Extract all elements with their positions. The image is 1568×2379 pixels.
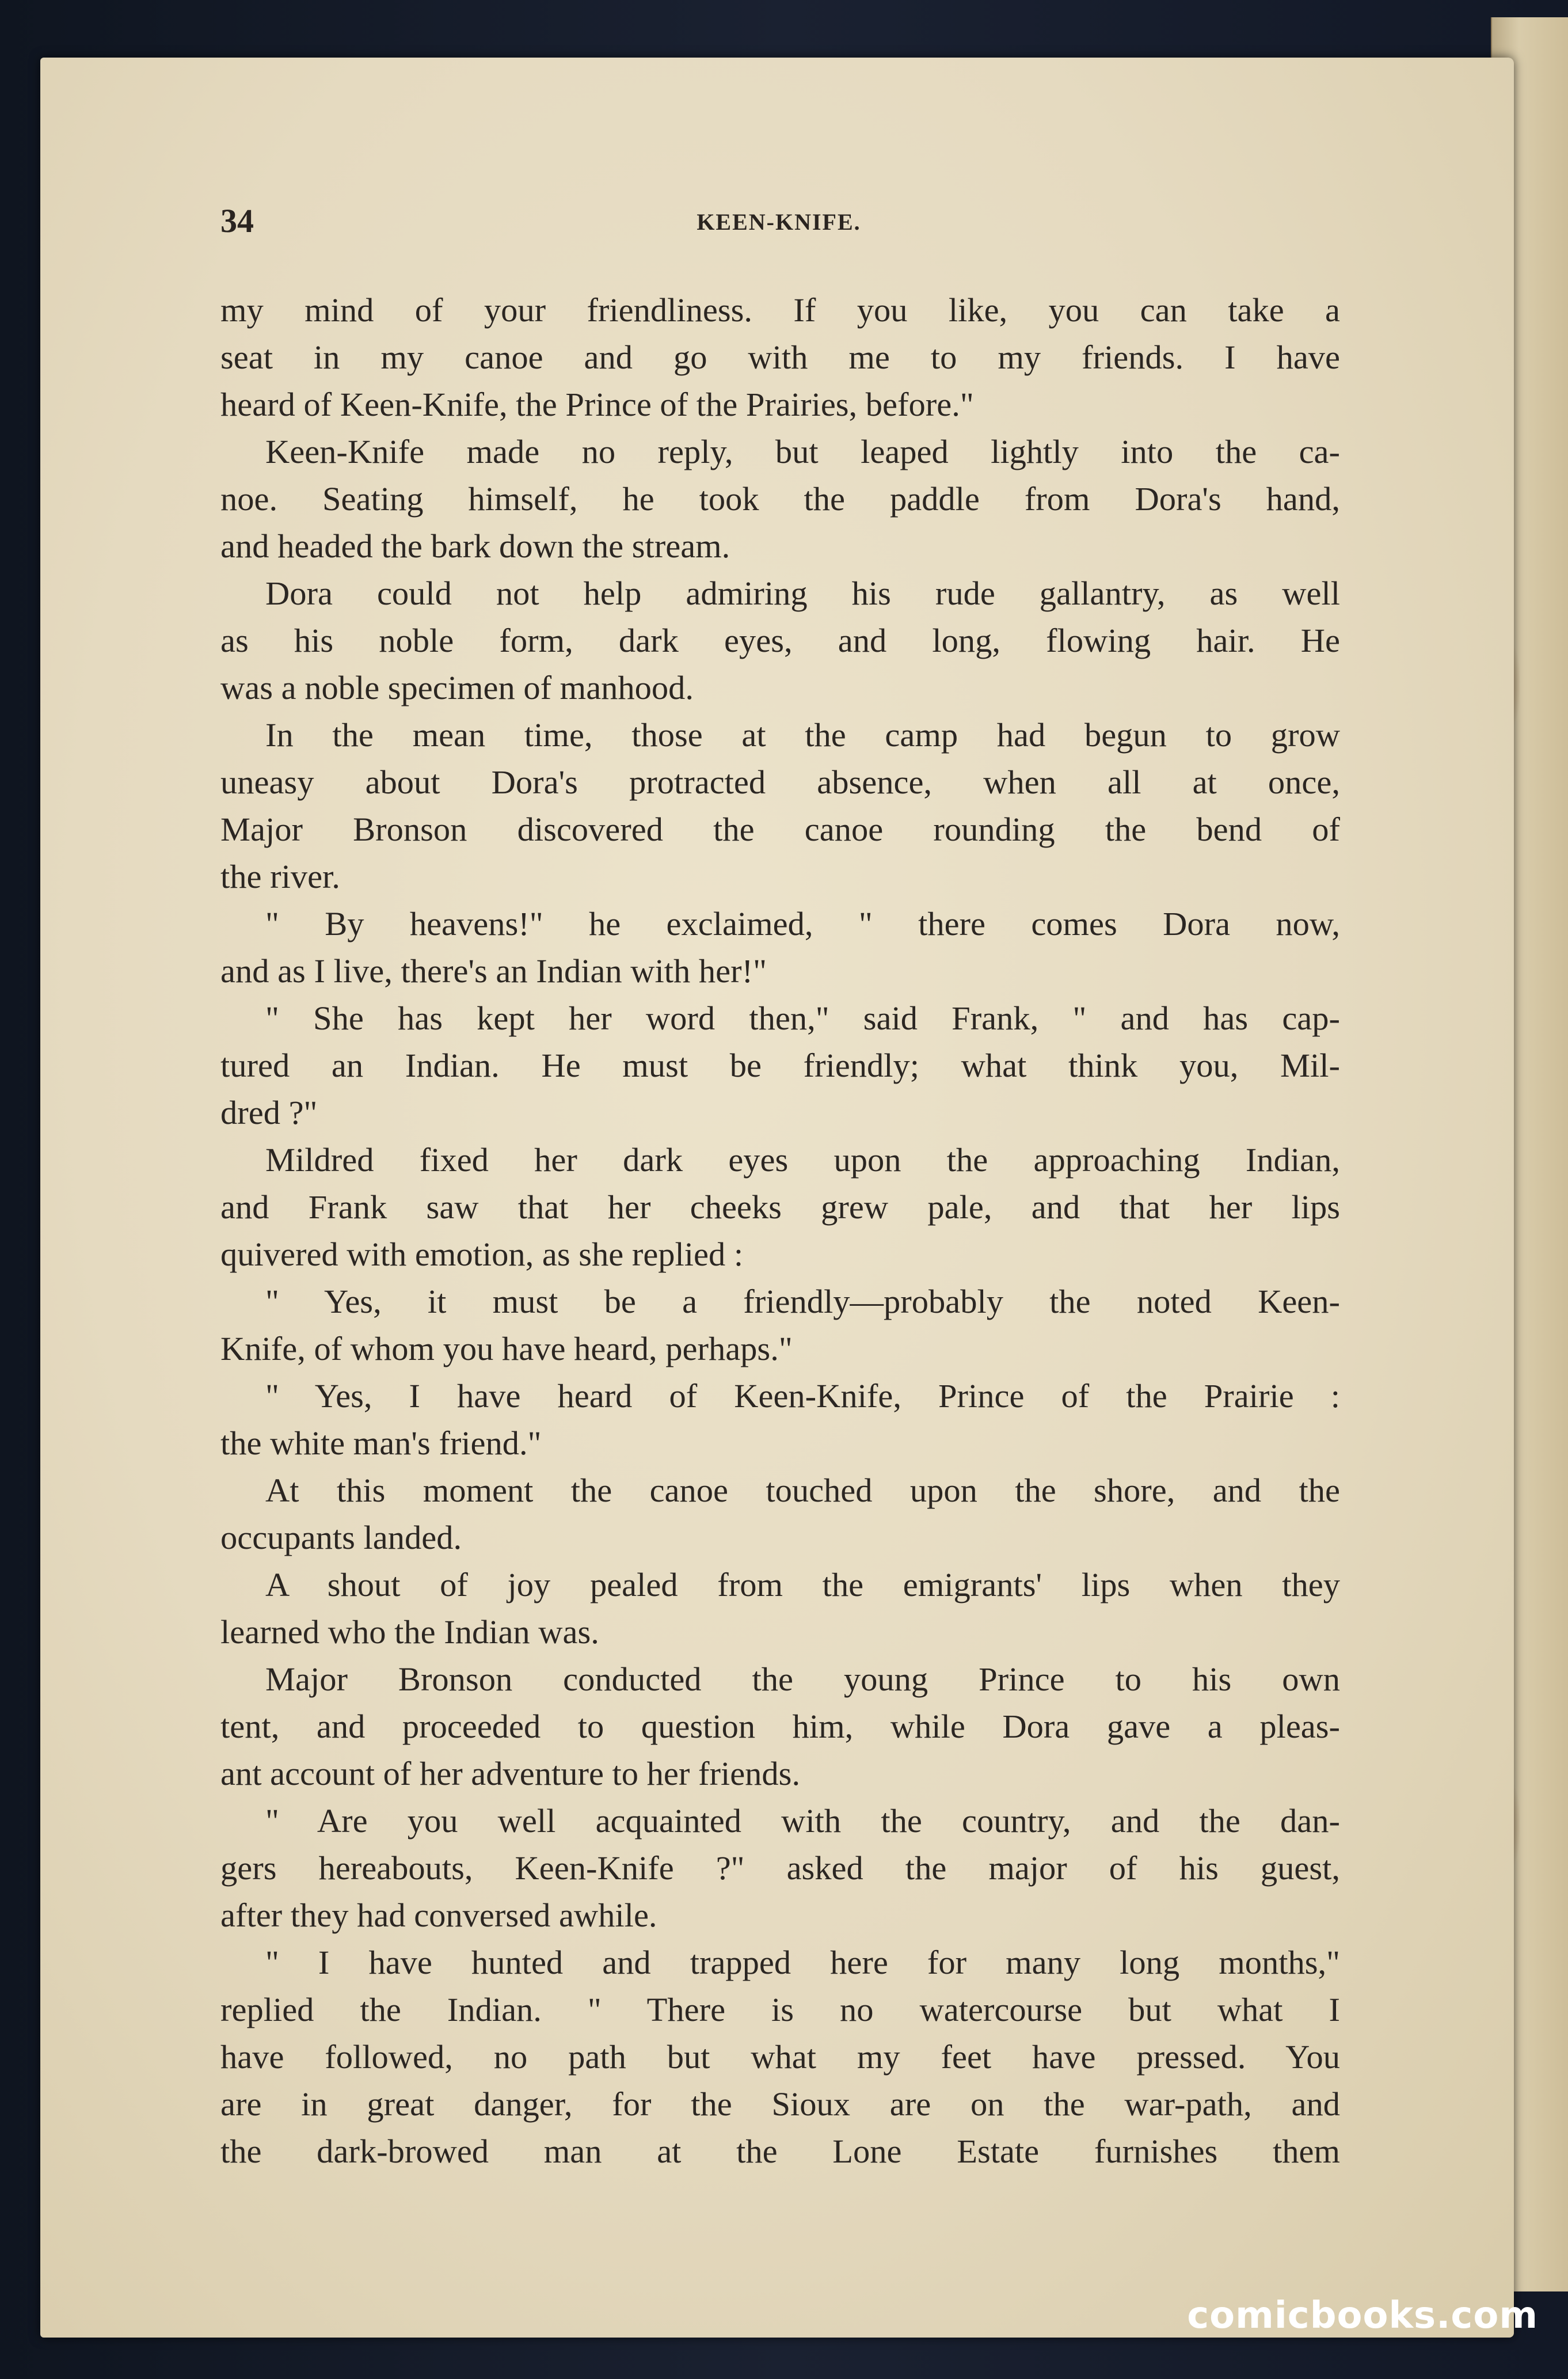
text-line: quivered with emotion, as she replied :	[220, 1236, 744, 1273]
text-line: the dark-browed man at the Lone Estate furnishes them	[220, 2133, 1340, 2170]
text-line: noe. Seating himself, he took the paddle from Dora's hand,	[220, 480, 1340, 518]
running-title: KEEN-KNIFE.	[697, 209, 861, 235]
text-line: learned who the Indian was.	[220, 1613, 599, 1651]
text-line: At this moment the canoe touched upon the shore, and the	[265, 1472, 1340, 1509]
text-line: the river.	[220, 858, 340, 895]
text-line: heard of Keen-Knife, the Prince of the Prairies, before."	[220, 386, 974, 423]
body-text	[220, 287, 1340, 2175]
text-line: Dora could not help admiring his rude gallantry, as well	[265, 575, 1340, 612]
text-line: " By heavens!" he exclaimed, " there comes Dora now,	[265, 905, 1340, 943]
text-line: occupants landed.	[220, 1519, 462, 1556]
text-line: uneasy about Dora's protracted absence, when all at once,	[220, 763, 1340, 801]
text-line: ant account of her adventure to her friends.	[220, 1755, 801, 1792]
text-line: gers hereabouts, Keen-Knife ?" asked the major of his guest,	[220, 1849, 1340, 1887]
watermark: comicbooks.com	[1187, 2294, 1538, 2337]
text-line: the white man's friend."	[220, 1424, 542, 1462]
running-head	[220, 202, 1337, 242]
text-line: " I have hunted and trapped here for many long months,"	[265, 1944, 1340, 1981]
text-line: " She has kept her word then," said Frank, " and has cap-	[265, 1000, 1340, 1037]
text-line: Mildred fixed her dark eyes upon the approaching Indian,	[265, 1141, 1340, 1179]
text-line: In the mean time, those at the camp had begun to grow	[265, 716, 1340, 754]
text-line: replied the Indian. " There is no watercourse but what I	[220, 1991, 1340, 2028]
text-line: tent, and proceeded to question him, while Dora gave a pleas-	[220, 1708, 1340, 1745]
text-line: seat in my canoe and go with me to my friends. I have	[220, 339, 1340, 376]
text-line: my mind of your friendliness. If you like, you can take a	[220, 291, 1340, 329]
text-line: " Are you well acquainted with the country, and the dan-	[265, 1802, 1340, 1840]
page-number: 34	[220, 202, 254, 240]
text-line: and as I live, there's an Indian with her!"	[220, 952, 767, 990]
text-line: after they had conversed awhile.	[220, 1897, 657, 1934]
text-line: Major Bronson conducted the young Prince to his own	[265, 1660, 1340, 1698]
text-line: and headed the bark down the stream.	[220, 527, 730, 565]
text-line: have followed, no path but what my feet have pressed. You	[220, 2038, 1340, 2076]
text-line: dred ?"	[220, 1094, 318, 1131]
text-line: Keen-Knife made no reply, but leaped lightly into the ca-	[265, 433, 1340, 470]
text-line: was a noble specimen of manhood.	[220, 669, 694, 706]
text-line: and Frank saw that her cheeks grew pale, and that her lips	[220, 1188, 1340, 1226]
text-line: Knife, of whom you have heard, perhaps."	[220, 1330, 793, 1367]
text-line: tured an Indian. He must be friendly; what think you, Mil-	[220, 1047, 1340, 1084]
text-line: Major Bronson discovered the canoe rounding the bend of	[220, 811, 1340, 848]
text-line: are in great danger, for the Sioux are on the war-path, and	[220, 2085, 1340, 2123]
text-line: A shout of joy pealed from the emigrants' lips when they	[265, 1566, 1340, 1603]
text-line: as his noble form, dark eyes, and long, flowing hair. He	[220, 622, 1340, 659]
text-line: " Yes, I have heard of Keen-Knife, Prince of the Prairie :	[265, 1377, 1340, 1415]
text-line: " Yes, it must be a friendly—probably the noted Keen-	[265, 1283, 1340, 1320]
